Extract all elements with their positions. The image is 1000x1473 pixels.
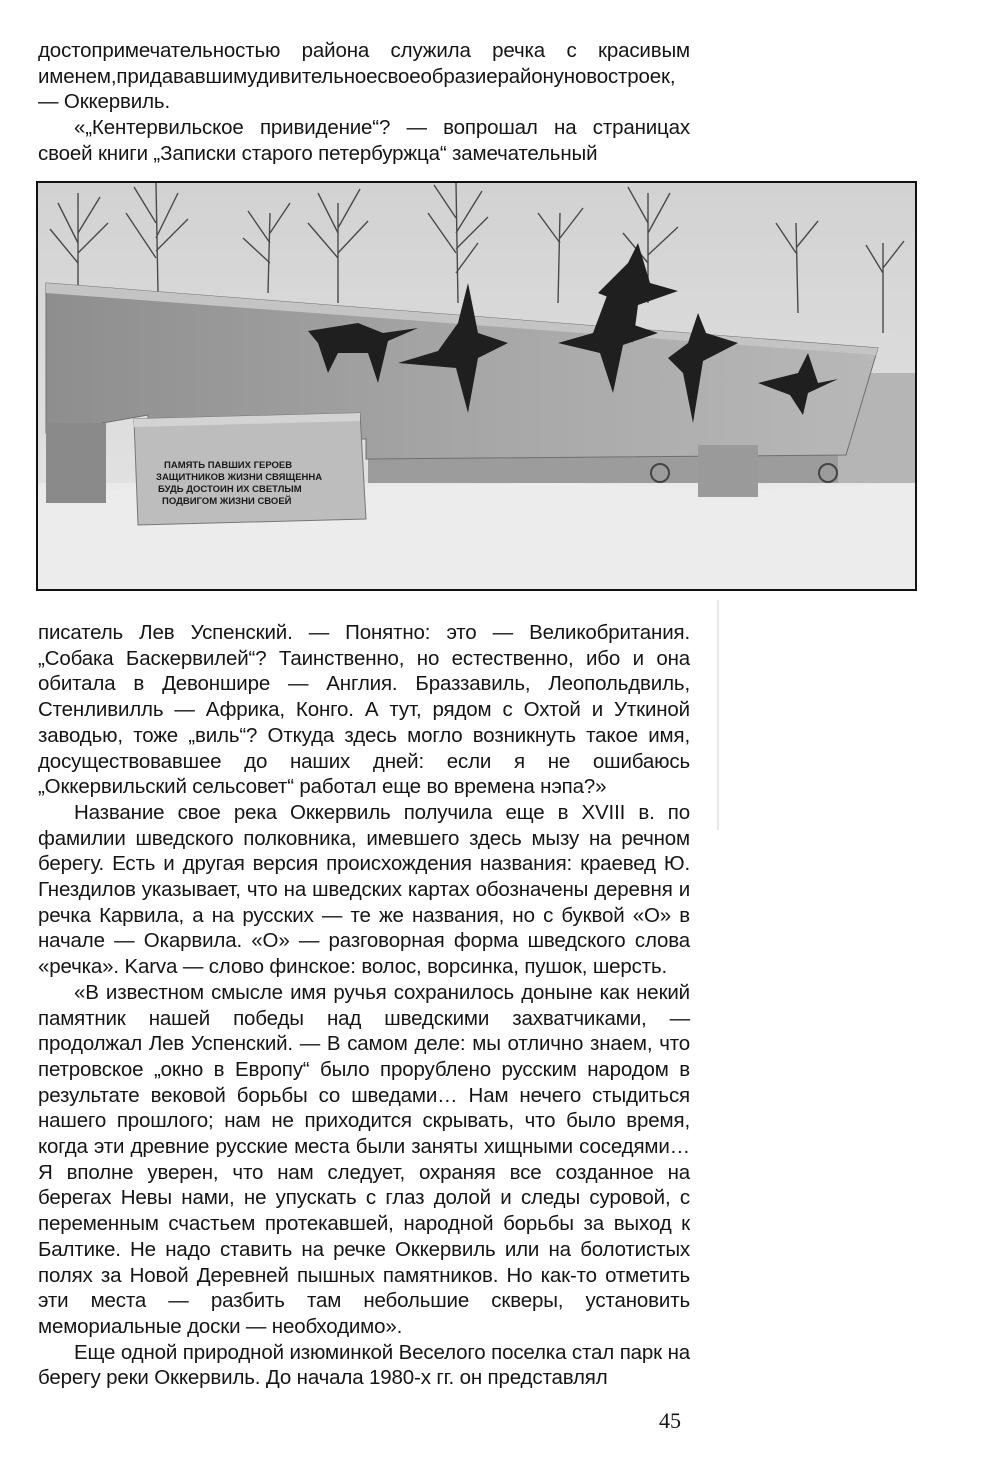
- memorial-photo: [36, 181, 917, 591]
- plaque-line: ЗАЩИТНИКОВ ЖИЗНИ СВЯЩЕННА: [156, 472, 323, 483]
- paragraph: «„Кентервильское привидение“? — вопрошал на страницах своей книги „Записки старого петербуржца“ замечательный: [38, 116, 690, 165]
- page-number: 45: [659, 1408, 681, 1433]
- plaque-line: ПОДВИГОМ ЖИЗНИ СВОЕЙ: [162, 496, 292, 507]
- paragraph: Название свое река Оккервиль получила еще в XVIII в. по фамилии шведского полковника, имевшего здесь мызу на речном берегу. Есть и другая версия происхождения названия: краевед Ю. Гнездилов указывает, что на шведских картах обозначены деревня и речка Карвила, а на русских — те же названия, но с буквой «О» в начале — Окарвила. «О» — разговорная форма шведского слова «речка». Karva — слово финское: волос, ворсинка, пушок, шерсть.: [38, 800, 690, 979]
- paragraph: достопримечательностью района служила речка с красивым именем,придававшимудивительноесвоеобразиерайонуновостроек,— Оккервиль.: [38, 39, 690, 114]
- paragraph: писатель Лев Успенский. — Понятно: это — Великобритания. „Собака Баскервилей“? Таинственно, но естественно, ибо и она обитала в Девоншире — Англия. Браззавиль, Леопольдвиль, Стенливилль — Африка, Конго. А тут, рядом с Охтой и Уткиной заводью, тоже „виль“? Откуда здесь могло возникнуть такое имя, досуществовавшее до наших дней: если я не ошибаюсь „Оккервильский сельсовет“ работал еще во времена нэпа?»: [38, 621, 690, 799]
- paragraph: «В известном смысле имя ручья сохранилось доныне как некий памятник нашей победы над шведскими захватчиками, — продолжал Лев Успенский. — В самом деле: мы отлично знаем, что петровское „окно в Европу“ было прорублено русским народом в результате вековой борьбы со шведами… Нам нечего стыдиться нашего прошлого; нам не приходится скрывать, что было время, когда эти древние русские места были заняты хищными соседями… Я вполне уверен, что нам следует, охраняя все созданное на берегах Невы нами, не упускать с глаз долой и следы суровой, с переменным счастьем протекавшей, народной борьбы за выход к Балтике. Не надо ставить на речке Оккервиль или на болотистых полях за Новой Деревней пышных памятников. Но как-то отметить эти места — разбить там небольшие скверы, установить мемориальные доски — необходимо».: [38, 980, 690, 1338]
- plaque-line: ПАМЯТЬ ПАВШИХ ГЕРОЕВ: [164, 460, 293, 471]
- scan-edge: [717, 600, 719, 830]
- text-block-bottom: [38, 620, 690, 1391]
- text-block-top: [38, 38, 690, 167]
- plaque-line: БУДЬ ДОСТОИН ИХ СВЕТЛЫМ: [158, 484, 302, 495]
- paragraph: Еще одной природной изюминкой Веселого поселка стал парк на берегу реки Оккервиль. До начала 1980-х гг. он представлял: [38, 1340, 690, 1390]
